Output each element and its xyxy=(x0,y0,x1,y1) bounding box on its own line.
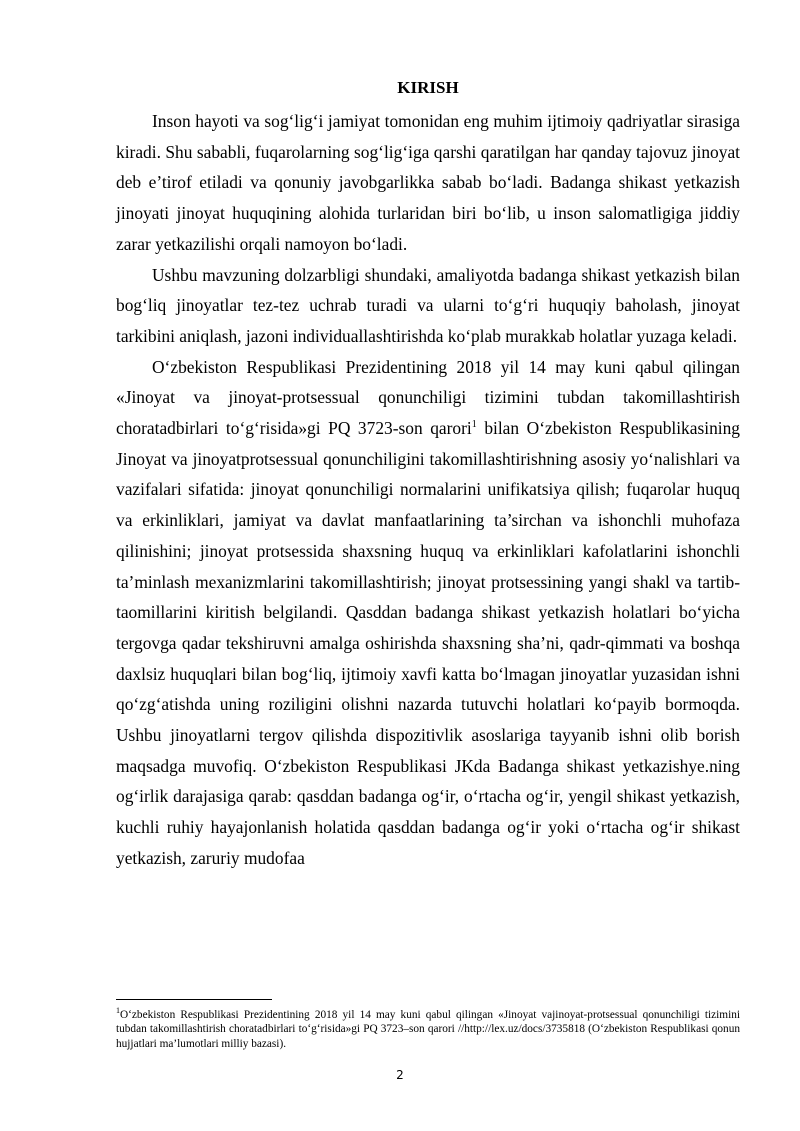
body-text xyxy=(116,106,740,874)
paragraph-3-text-end: bilan O‘zbekiston Respublikasining Jinoyat va jinoyatprotsessual qonunchiligini takomillashtirishning asosiy yo‘nalishlari va vazifalari sifatida: jinoyat qonunchiligi normalarini unifikatsiya qilish; fuqarolar huquq va erkinliklari, jamiyat va davlat manfaatlarining ta’sirchan va ishonchli muhofaza qilinishini; jinoyat protsessida shaxsning huquq va erkinliklari kafolatlarini ishonchli ta’minlash mexanizmlarini takomillashtirish; jinoyat protsessining yangi shakl va tartib-taomillarini kiritish belgilandi. Qasddan badanga shikast yetkazish holatlari bo‘yicha tergovga qadar tekshiruvni amalga oshirishda shaxsning sha’ni, qadr-qimmati va boshqa daxlsiz huquqlari bilan bog‘liq, ijtimoiy xavfi katta bo‘lmagan jinoyatlar yuzasidan ishni qo‘zg‘atishda uning roziligini olishni nazarda tutuvchi holatlari ko‘payib bormoqda. Ushbu jinoyatlarni tergov qilishda dispozitivlik asoslariga tayyanib ishni olib borish maqsadga muvofiq. O‘zbekiston Respublikasi JKda Badanga shikast yetkazishye.ning og‘irlik darajasiga qarab: qasddan badanga og‘ir, o‘rtacha og‘ir, yengil shikast yetkazish, kuchli ruhiy hayajonlanish holatida qasddan badanga og‘ir yoki o‘rtacha og‘ir shikast yetkazish, zaruriy mudofaa xyxy=(116,418,740,868)
page-title: KIRISH xyxy=(397,78,459,97)
footnote-mark: 1 xyxy=(116,1006,120,1016)
footnote xyxy=(116,1008,740,1051)
footnote-separator xyxy=(116,999,272,1000)
footnote-reference[interactable]: 1 xyxy=(471,419,477,431)
paragraph-3-text-start: O‘zbekiston Respublikasi Prezidentining 2018 yil 14 may kuni qabul qilingan «Jinoyat va jinoyat-protsessual qonunchiligi tizimini tubdan takomillashtirish choratadbirlari to‘g‘risida»gi PQ 3723-son qarori xyxy=(116,356,740,439)
page-number: 2 xyxy=(396,1068,404,1082)
paragraph-3 xyxy=(116,352,740,874)
footnote-text: O‘zbekiston Respublikasi Prezidentining 2018 yil 14 may kuni qabul qilingan «Jinoyat vajinoyat-protsessual qonunchiligi tizimini tubdan takomillashtirish choratadbirlari to‘g‘risida»gi PQ 3723–son qarori //http://lex.uz/docs/3735818 (O‘zbekiston Respublikasi qonun hujjatlari ma’lumotlari milliy bazasi). xyxy=(116,1009,740,1050)
paragraph-1: Inson hayoti va sog‘lig‘i jamiyat tomonidan eng muhim ijtimoiy qadriyatlar sirasiga kiradi. Shu sababli, fuqarolarning sog‘lig‘iga qarshi qaratilgan har qanday tajovuz jinoyat deb e’tirof etiladi va qonuniy javobgarlikka sabab bo‘ladi. Badanga shikast yetkazish jinoyati jinoyat huquqining alohida turlaridan biri bo‘lib, u inson salomatligiga jiddiy zarar yetkazilishi orqali namoyon bo‘ladi. xyxy=(116,111,740,254)
paragraph-2: Ushbu mavzuning dolzarbligi shundaki, amaliyotda badanga shikast yetkazish bilan bog‘liq jinoyatlar tez-tez uchrab turadi va ularni to‘g‘ri huquqiy baholash, jinoyat tarkibini aniqlash, jazoni individuallashtirishda ko‘plab murakkab holatlar yuzaga keladi. xyxy=(116,264,740,346)
